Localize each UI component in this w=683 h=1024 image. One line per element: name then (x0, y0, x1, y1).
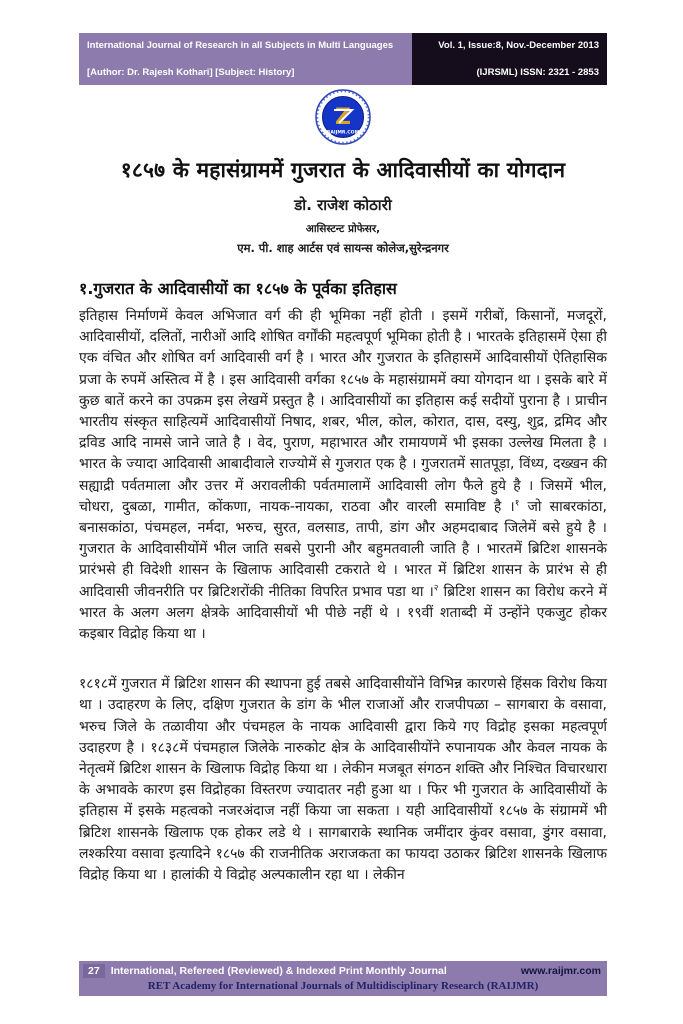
raijmr-logo-icon (314, 88, 372, 146)
author-affiliation: एम. पी. शाह आर्टस एवं सायन्स कोलेज,सुरेन्द्रनगर (237, 241, 449, 255)
section-1-paragraph-2: १८१८में गुजरात में ब्रिटिश शासन की स्थापना हुई तबसे आदिवासीयोंने विभिन्न कारणसे हिंसक विरोध किया था । उदाहरण के लिए, दक्षिण गुजरात के डांग के भील राजाओं और राजपीपळा – सागबारा के वसावा, भरुच जिले के तळावीया और पंचमहल के नायक आदिवासी द्वारा किये गए विद्रोह इसका महत्वपूर्ण उदाहरण है । १८३८में पंचमहाल जिलेके नारुकोट क्षेत्र के आदिवासीयोंने रुपानायक और केवल नायक के नेतृत्वमें ब्रिटिश शासन के खिलाफ विद्रोह किया था । लेकीन मजबूत संगठन शक्ति और निश्चित विचारधारा के अभावके कारण इस विद्रोहका विस्तरण ज्यादातर नही हुआ था । फिर भी गुजरात के आदिवासीयों के इतिहास में इसके महत्वको नजरअंदाज नहीं किया जा सकता । यही आदिवासीयों १८५७ के संग्राममें भी ब्रिटिश शासनके खिलाफ एक होकर लडे थे । सागबाराके स्थानिक जमींदार कुंवर वसावा, डुंगर वसावा, लश्करिया वसावा इत्यादिने १८५७ की राजनीतिक अराजकता का फायदा उठाकर ब्रिटिश शासनके खिलाफ विद्रोह किया था । हालांकी ये विद्रोह अल्पकालीन रहा था । लेकीन (79, 676, 607, 884)
header-issue-cell (412, 33, 607, 85)
article-title: १८५७ के महासंग्राममें गुजरात के आदिवासीयों का योगदान (120, 158, 566, 182)
footer-website-link[interactable]: www.raijmr.com (520, 965, 601, 977)
footer-journal-row (79, 961, 607, 979)
footer-academy-line: RET Academy for International Journals of Multidisciplinary Research (RAIJMR) (147, 980, 539, 992)
page-header (79, 33, 607, 85)
logo-monogram: Z (335, 105, 351, 130)
author-subject-line: [Author: Dr. Rajesh Kothari] [Subject: History] (87, 66, 295, 78)
page-number: 27 (83, 964, 105, 978)
header-journal-cell (79, 33, 412, 85)
issn-line: (IJRSML) ISSN: 2321 - 2853 (476, 66, 599, 78)
footer-journal-line: International, Refereed (Reviewed) & Indexed Print Monthly Journal (110, 965, 447, 977)
para1-text-a: इतिहास निर्माणमें केवल अभिजात वर्ग की ही भूमिका नहीं होती । इसमें गरीबों, किसानों, मजदूरों, आदिवासीयों, दलितों, नारीओं आदि शोषित वर्गोंकी महत्वपूर्ण भूमिका होती है । भारतके इतिहासमें ऐसा ही एक वंचित और शोषित वर्ग आदिवासी वर्ग है । भारत और गुजरात के इतिहासमें आदिवासीयों ऐतिहासिक प्रजा के रुपमें अस्तित्व में है । इस आदिवासी वर्गका १८५७ के महासंग्राममें क्या योगदान था । इसके बारे में कुछ बातें करने का उपक्रम इस लेखमें प्रस्तुत है । आदिवासीयों का इतिहास कई सदीयों पुराना है । प्राचीन भारतीय संस्कृत साहित्यमें आदिवासीयों निषाद, शबर, भील, कोल, कोरात, दास, दस्यु, शुद्र, द्रमिद और द्रविड आदि नामसे जाने जाते है । वेद, पुराण, महाभारत और रामायणमें भी इसका उल्लेख मिलता है । भारत के ज्यादा आदिवासी आबादीवाले राज्योमें से गुजरात एक है । गुजरातमें सातपूड़ा, विंध्य, दख्खन की सह्याद्री पर्वतमाला और उत्तर में अरावलीकी पर्वतमालामें आदिवासी लोग फैले हुये है । जिसमें भील, चोधरा, दुबळा, गामीत, कोंकणा, नायक-नायका, राठवा और वारली समाविष्ट है । (79, 308, 607, 515)
article-author: डो. राजेश कोठारी (294, 196, 392, 214)
section-1-heading: १.गुजरात के आदिवासीयों का १८५७ के पूर्वका इतिहास (79, 279, 397, 298)
footnote-ref-1: १ (514, 498, 520, 509)
logo-site-text: RAIJMR.COM (326, 130, 360, 136)
volume-issue-line: Vol. 1, Issue:8, Nov.-December 2013 (438, 40, 599, 51)
page-footer (79, 961, 607, 996)
section-1-paragraph-1 (79, 306, 607, 645)
para1-text-c: ब्रिटिश शासन का विरोध करने में भारत के अलग अलग क्षेत्रके आदिवासीयों भी पीछे नहीं थे । १९वीं शताब्दी में उन्होंने एकजुट होकर कइबार विद्रोह किया था । (79, 583, 607, 643)
journal-logo (79, 88, 607, 146)
footnote-ref-2: २ (433, 582, 439, 593)
journal-title: International Journal of Research in all Subjects in Multi Languages (87, 40, 394, 51)
author-designation: आसिस्टन्ट प्रोफेसर, (305, 223, 381, 235)
para1-text-b: जो साबरकांठा, बनासकांठा, पंचमहल, नर्मदा, भरुच, सुरत, वलसाड, तापी, डांग और अहमदाबाद जिलेमें बसे हुये है । गुजरात के आदिवासीयोंमें भील जाति सबसे पुरानी और बहुमतवाली जाति है । भारतमें ब्रिटिश शासनके प्रारंभसे ही विदेशी शासन के खिलाफ आदिवासी टकराते थे । भारत में ब्रिटिश शासन के प्रारंभ से ही आदिवासी जीवनरीति पर ब्रिटिशरोंकी नीतिका विपरित प्रभाव पडा था । (79, 498, 607, 600)
